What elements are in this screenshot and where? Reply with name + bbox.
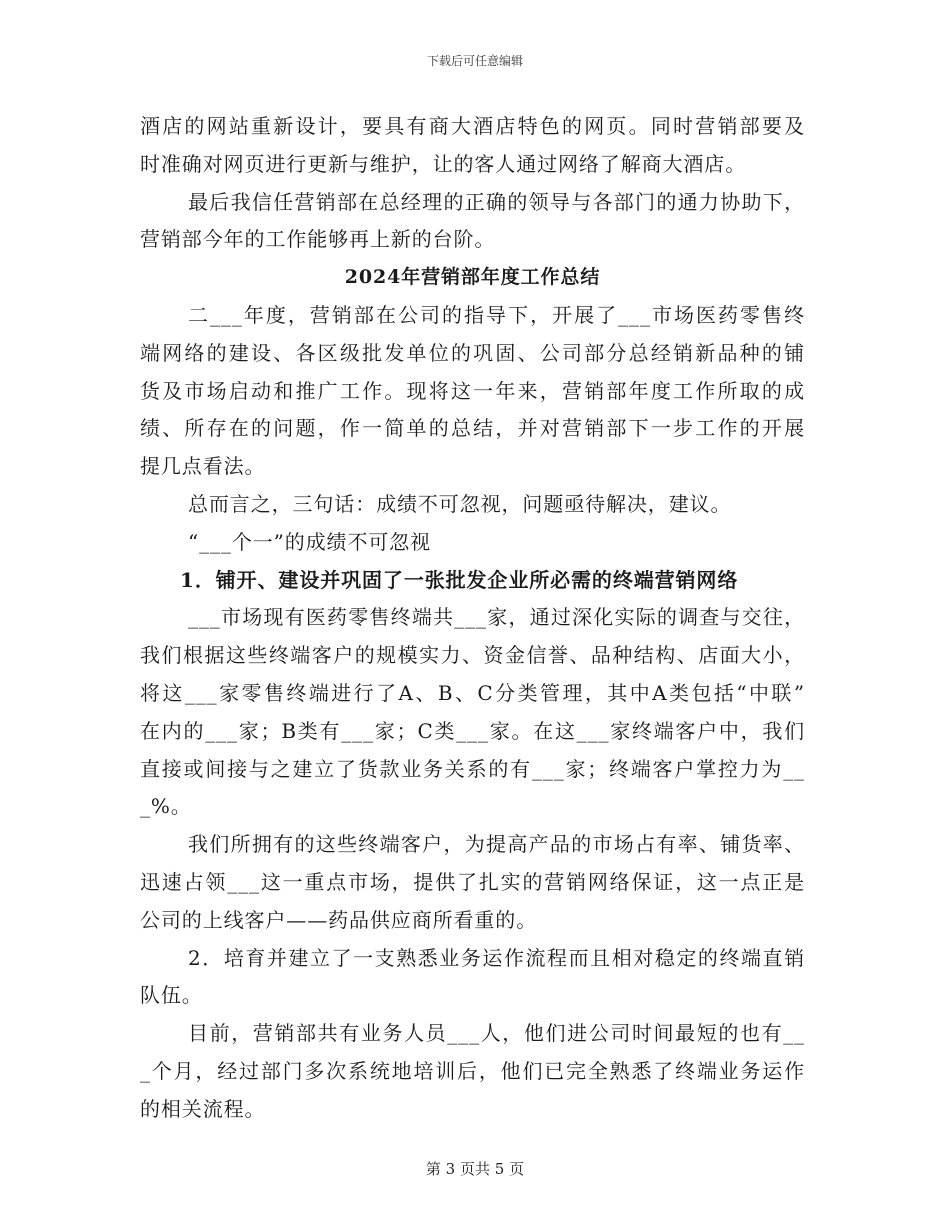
paragraph-line: 绩、所存在的问题，作一简单的总结，并对营销部下一步工作的开展 xyxy=(140,416,805,441)
paragraph-line: 货及市场启动和推广工作。现将这一年来，营销部年度工作所取的成 xyxy=(140,378,805,403)
paragraph-line: 最后我信任营销部在总经理的正确的领导与各部门的通力协助下， xyxy=(188,189,805,214)
paragraph-line: _%。 xyxy=(140,794,192,819)
paragraph-line: 端网络的建设、各区级批发单位的巩固、公司部分总经销新品种的铺 xyxy=(140,340,805,365)
paragraph-line: 营销部今年的工作能够再上新的台阶。 xyxy=(140,227,496,252)
paragraph-line: 我们所拥有的这些终端客户，为提高产品的市场占有率、铺货率、 xyxy=(188,832,805,857)
paragraph-line: 我们根据这些终端客户的规模实力、资金信誉、品种结构、店面大小， xyxy=(140,643,805,668)
paragraph-line: 的相关流程。 xyxy=(140,1096,266,1121)
paragraph-line: 将这___家零售终端进行了A、B、C分类管理，其中A类包括“中联” xyxy=(140,680,805,705)
paragraph-line: 时准确对网页进行更新与维护，让的客人通过网络了解商大酒店。 xyxy=(140,151,747,176)
paragraph-line: 公司的上线客户——药品供应商所看重的。 xyxy=(140,907,538,932)
paragraph-line: _个月，经过部门多次系统地培训后，他们已完全熟悉了终端业务运作 xyxy=(140,1058,805,1083)
document-body xyxy=(140,108,805,1129)
paragraph-line: 直接或间接与之建立了货款业务关系的有___家；终端客户掌控力为__ xyxy=(140,756,805,781)
paragraph-line: 2．培育并建立了一支熟悉业务运作流程而且相对稳定的终端直销 xyxy=(188,945,805,970)
bold-subheading: 1．铺开、建设并巩固了一张批发企业所必需的终端营销网络 xyxy=(180,567,739,592)
paragraph-line: 队伍。 xyxy=(140,983,203,1008)
page-footer-number: 第 3 页共 5 页 xyxy=(425,1160,525,1178)
paragraph-line: ___市场现有医药零售终端共___家，通过深化实际的调查与交往， xyxy=(188,605,805,630)
paragraph-line: 迅速占领___这一重点市场，提供了扎实的营销网络保证，这一点正是 xyxy=(140,869,805,894)
paragraph-line: 酒店的网站重新设计，要具有商大酒店特色的网页。同时营销部要及 xyxy=(140,114,805,138)
paragraph-line: 提几点看法。 xyxy=(140,454,266,479)
paragraph-line: 总而言之，三句话：成绩不可忽视，问题亟待解决，建议。 xyxy=(188,491,732,516)
page-header-note: 下载后可任意编辑 xyxy=(426,54,523,68)
subheading-line: “___个一”的成绩不可忽视 xyxy=(188,529,432,554)
section-title: 2024年营销部年度工作总结 xyxy=(344,266,601,289)
paragraph-line: 目前，营销部共有业务人员___人，他们进公司时间最短的也有__ xyxy=(188,1021,805,1046)
paragraph-line: 在内的___家；B类有___家；C类___家。在这___家终端客户中，我们 xyxy=(140,718,805,743)
paragraph-line: 二___年度，营销部在公司的指导下，开展了___市场医药零售终 xyxy=(188,302,805,327)
